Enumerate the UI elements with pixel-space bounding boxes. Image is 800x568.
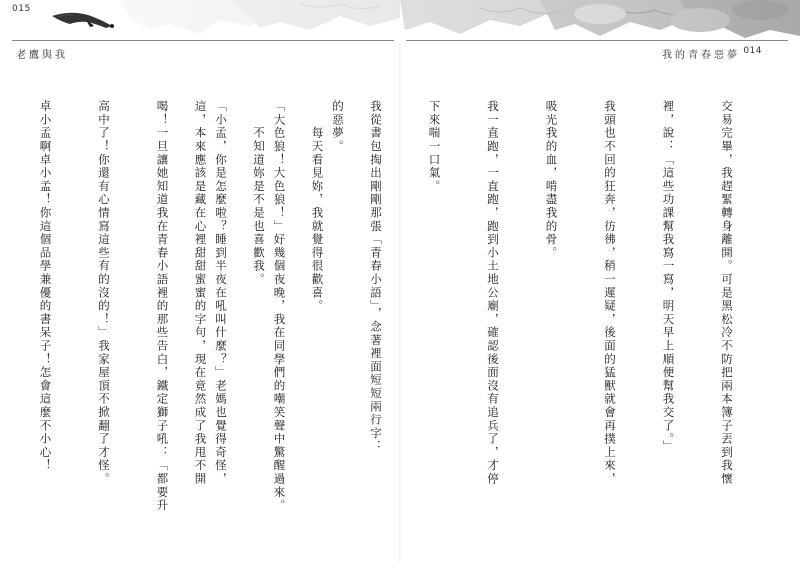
text-column: 裡，說：「這些功課幫我寫一寫，明天早上順便幫我交了。」: [661, 100, 676, 454]
header-illustration: [0, 0, 800, 40]
header-rule-right: [406, 40, 788, 41]
text-column: 「小孟，你是怎麼啦？睡到半夜在吼叫什麼？」老媽也覺得奇怪，: [214, 100, 228, 486]
text-column: 卓小孟啊卓小孟！你這個品學兼優的書呆子！怎會這麼不小心！: [38, 100, 53, 473]
text-column: 喝！一旦讓她知道我在青春小語裡的那些告白，鐵定獅子吼：「都要升: [155, 100, 170, 513]
text-column: 不知道妳是不是也喜歡我。: [252, 100, 266, 287]
page-number-left: 015: [12, 4, 31, 14]
left-page-body: [36, 100, 386, 540]
text-column: 吸光我的血，啃盡我的骨。: [544, 100, 559, 260]
left-page-text: [0, 100, 386, 530]
text-column: 我從書包掏出剛剛那張「青春小語」，念著裡面短短兩行字：: [369, 100, 383, 454]
text-column: 的惡夢。: [331, 100, 345, 154]
text-column: 交易完畢，我趕緊轉身離開。可是黑松冷不防把兩本簿子丟到我懷: [720, 100, 734, 486]
text-column: 我一直跑，一直跑，跑到小土地公廟，確認後面沒有追兵了，才停: [486, 100, 500, 486]
running-title-right: 我的青春惡夢: [662, 50, 740, 61]
sky-and-eagle-illustration: [0, 0, 800, 40]
text-column: 下來喘一口氣。: [427, 100, 442, 194]
text-column: 這，本來應該是藏在心裡甜甜蜜蜜的字句，現在竟然成了我甩不開: [193, 100, 208, 486]
header-rule-left: [12, 40, 394, 41]
running-title-left: 老鷹與我: [16, 50, 68, 61]
page-number-right: 014: [743, 46, 762, 56]
text-column: 我頭也不回的狂奔，彷彿，稍一遲疑，後面的猛獸就會再撲上來，: [603, 100, 617, 486]
text-column: 「大色狼！大色狼！」好幾個夜晚，我在同學們的嘲笑聲中驚醒過來。: [272, 100, 287, 513]
text-column: 每天看見妳，我就覺得很歡喜。: [310, 100, 325, 313]
text-column: 高中了！你還有心情寫這些有的沒的！」我家屋頂不掀翻了才怪。: [97, 100, 111, 486]
